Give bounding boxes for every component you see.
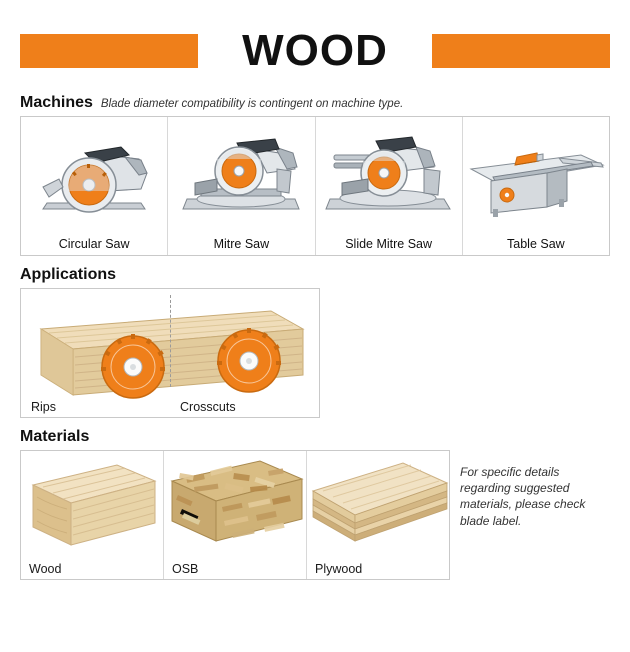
circular-saw-icon: [21, 117, 167, 235]
title-plate: [198, 22, 432, 80]
material-item-wood: [21, 451, 163, 579]
material-label: OSB: [164, 560, 306, 579]
machine-label: Circular Saw: [58, 237, 130, 251]
application-label-crosscuts: Crosscuts: [180, 400, 236, 414]
machines-section-header: [20, 94, 610, 112]
applications-heading: Applications: [20, 266, 117, 283]
machine-item-circular-saw: [21, 117, 167, 255]
machine-item-table-saw: [462, 117, 609, 255]
machine-item-mitre-saw: [167, 117, 314, 255]
machines-heading: Machines: [20, 94, 93, 111]
materials-panel: [20, 450, 450, 580]
mitre-saw-icon: [168, 117, 314, 235]
machine-label: Mitre Saw: [213, 237, 270, 251]
materials-row: [20, 450, 610, 580]
osb-sample-icon: [164, 451, 306, 560]
wood-sample-icon: [21, 451, 163, 560]
slide-mitre-saw-icon: [316, 117, 462, 235]
applications-divider: [170, 295, 171, 387]
applications-section-header: [20, 266, 610, 284]
material-label: Plywood: [307, 560, 449, 579]
applications-labels: [21, 400, 319, 414]
material-item-osb: [163, 451, 306, 579]
materials-section-header: [20, 428, 610, 446]
material-label: Wood: [21, 560, 163, 579]
applications-panel: [20, 288, 320, 418]
wood-info-sheet: [0, 22, 630, 652]
page-title: WOOD: [242, 26, 388, 75]
machine-label: Table Saw: [507, 237, 565, 251]
plywood-sample-icon: [307, 451, 449, 560]
machine-item-slide-mitre-saw: [315, 117, 462, 255]
title-banner: [20, 22, 610, 80]
table-saw-icon: [463, 117, 609, 235]
machine-label: Slide Mitre Saw: [345, 237, 433, 251]
material-item-plywood: [306, 451, 449, 579]
materials-heading: Materials: [20, 428, 90, 445]
machines-panel: [20, 116, 610, 256]
machines-note: Blade diameter compatibility is contingent on machine type.: [100, 98, 404, 110]
application-label-rips: Rips: [31, 400, 57, 414]
materials-note: For specific details regarding suggested materials, please check blade label.: [460, 465, 586, 528]
